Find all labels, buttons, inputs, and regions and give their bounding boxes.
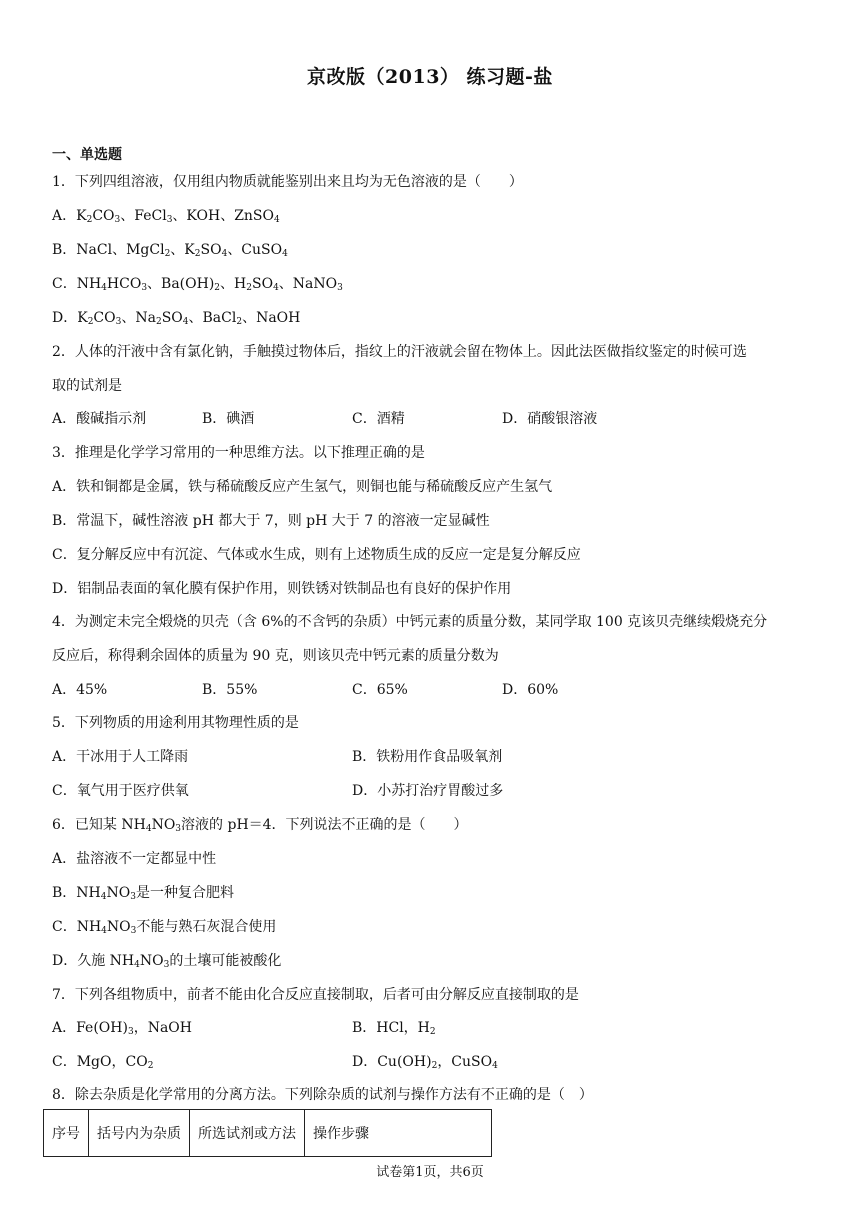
q2-option-c: C．酒精 <box>352 411 405 427</box>
q3-option-a: A．铁和铜都是金属，铁与稀硫酸反应产生氢气，则铜也能与稀硫酸反应产生氢气 <box>52 479 553 495</box>
page-footer: 试卷第1页，共6页 <box>376 1165 484 1180</box>
q2-option-b: B．碘酒 <box>202 411 255 427</box>
q1-option-c: C．$NH_4HCO_3$、$Ba(OH)_2$、$H_2SO_4$、NaNO$_3$ <box>52 276 343 293</box>
q6-option-a: A．盐溶液不一定都显中性 <box>52 851 217 867</box>
q8-table <box>43 1109 492 1157</box>
q1-option-a: A．$K_2CO_3$、FeCl$_3$、KOH、ZnSO$_4$ <box>52 208 280 225</box>
q1-stem: 1．下列四组溶液，仅用组内物质就能鉴别出来且均为无色溶液的是（ ） <box>52 174 523 190</box>
q5-stem: 5．下列物质的用途利用其物理性质的是 <box>52 715 299 731</box>
q7-option-a: A．$Fe(OH)_3$，NaOH <box>52 1020 192 1037</box>
q5-option-b: B．铁粉用作食品吸氧剂 <box>352 749 503 765</box>
q1-option-b: B．NaCl、MgCl$_2$、$K_2SO_4$、CuSO$_4$ <box>52 242 288 259</box>
q2-option-a: A．酸碱指示剂 <box>52 411 147 427</box>
q7-option-d: D．$Cu(OH)_2$，CuSO$_4$ <box>352 1054 498 1071</box>
q8-stem: 8．除去杂质是化学常用的分离方法。下列除杂质的试剂与操作方法有不正确的是（ ） <box>52 1087 593 1103</box>
q4-option-c: C．65% <box>352 682 408 698</box>
q6-stem: 6．已知某 $NH_4NO_3$溶液的 pH＝4．下列说法不正确的是（ ） <box>52 817 468 834</box>
q4-stem-line2: 反应后，称得剩余固体的质量为 90 克，则该贝壳中钙元素的质量分数为 <box>52 648 499 664</box>
q6-option-d: D．久施 $NH_4NO_3$的土壤可能被酸化 <box>52 953 282 970</box>
q4-option-d: D．60% <box>502 682 559 698</box>
q4-option-a: A．45% <box>52 682 108 698</box>
q2-stem-line2: 取的试剂是 <box>52 378 122 394</box>
q6-option-c: C．$NH_4NO_3$不能与熟石灰混合使用 <box>52 919 277 936</box>
table-header-cell: 序号 <box>44 1110 89 1157</box>
q5-option-d: D．小苏打治疗胃酸过多 <box>352 783 504 799</box>
table-header-cell: 括号内为杂质 <box>89 1110 190 1157</box>
q7-option-b: B．HCl，$H_2$ <box>352 1020 436 1037</box>
q6-option-b: B．$NH_4NO_3$是一种复合肥料 <box>52 885 234 902</box>
q4-option-b: B．55% <box>202 682 258 698</box>
q7-option-c: C．MgO，$CO_2$ <box>52 1054 154 1071</box>
page-title: 京改版（2013） 练习题-盐 <box>307 66 553 88</box>
q1-option-d: D．$K_2CO_3$、$Na_2SO_4$、BaCl$_2$、NaOH <box>52 310 301 327</box>
q3-option-b: B．常温下，碱性溶液 pH 都大于 7，则 pH 大于 7 的溶液一定显碱性 <box>52 513 490 529</box>
q5-option-c: C．氧气用于医疗供氧 <box>52 783 189 799</box>
q3-option-c: C．复分解反应中有沉淀、气体或水生成，则有上述物质生成的反应一定是复分解反应 <box>52 547 581 563</box>
table-header-row <box>44 1110 492 1157</box>
q3-option-d: D．铝制品表面的氧化膜有保护作用，则铁锈对铁制品也有良好的保护作用 <box>52 581 512 597</box>
table-header-cell: 所选试剂或方法 <box>190 1110 305 1157</box>
table-header-cell: 操作步骤 <box>305 1110 492 1157</box>
q3-stem: 3．推理是化学学习常用的一种思维方法。以下推理正确的是 <box>52 445 425 461</box>
q2-stem-line1: 2．人体的汗液中含有氯化钠，手触摸过物体后，指纹上的汗液就会留在物体上。因此法医做指纹鉴定的时候可选 <box>52 344 747 360</box>
q7-stem: 7．下列各组物质中，前者不能由化合反应直接制取，后者可由分解反应直接制取的是 <box>52 987 579 1003</box>
q2-option-d: D．硝酸银溶液 <box>502 411 598 427</box>
section-heading: 一、单选题 <box>52 147 122 163</box>
q4-stem-line1: 4．为测定未完全煅烧的贝壳（含 6%的不含钙的杂质）中钙元素的质量分数，某同学取 100 克该贝壳继续煅烧充分 <box>52 614 768 630</box>
q5-option-a: A．干冰用于人工降雨 <box>52 749 189 765</box>
